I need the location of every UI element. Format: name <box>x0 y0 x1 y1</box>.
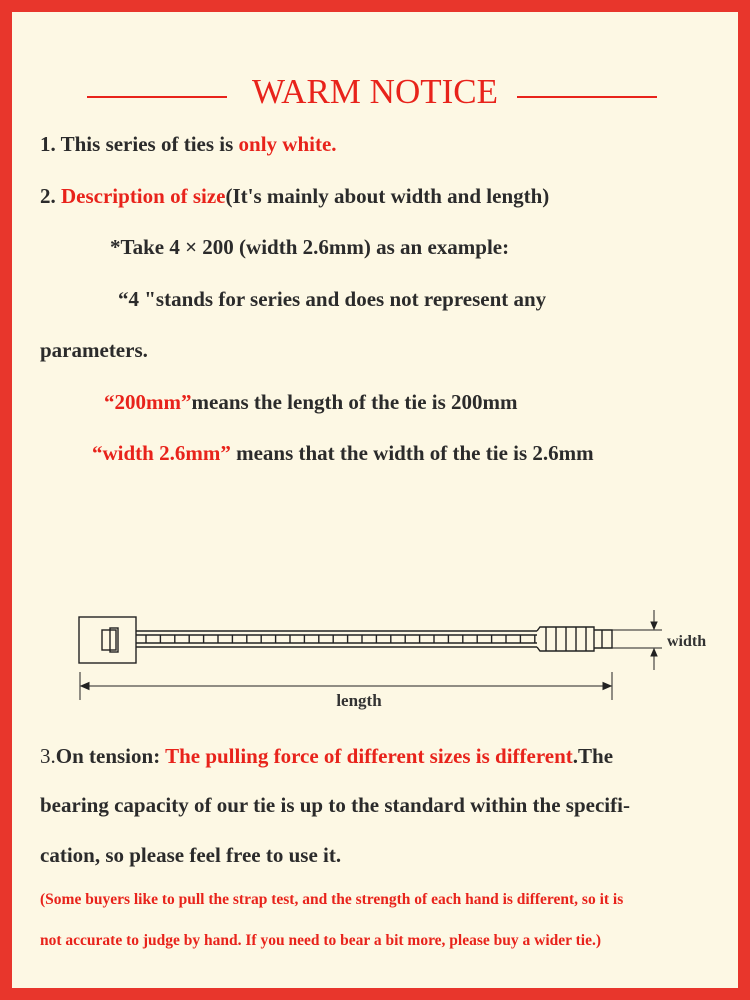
item-2-highlight: Description of size <box>61 184 226 208</box>
width-note-highlight: “width 2.6mm” <box>92 441 231 465</box>
page-title: WARM NOTICE <box>252 72 498 111</box>
example-line: *Take 4 × 200 (width 2.6mm) as an example: <box>110 235 510 259</box>
length-label: length <box>336 691 382 710</box>
item-3-rest: .The <box>572 744 614 768</box>
tie-strap-teeth <box>146 635 535 643</box>
item-3-line-3: cation, so please feel free to use it. <box>40 843 342 867</box>
width-label: width <box>667 633 707 650</box>
length-note-highlight: “200mm” <box>104 390 192 414</box>
item-2 <box>40 184 549 209</box>
item-1-text: 1. This series of ties is <box>40 132 239 156</box>
item-1 <box>40 132 337 157</box>
length-note <box>104 390 518 415</box>
item-3-line-2: bearing capacity of our tie is up to the standard within the specifi- <box>40 793 630 817</box>
tie-tail <box>537 627 612 651</box>
item-2-text: (It's mainly about width and length) <box>225 184 550 208</box>
item-3-number: 3. <box>40 744 56 768</box>
tie-head-slot <box>102 630 116 650</box>
tie-head <box>79 617 136 663</box>
item-3-line-1 <box>40 744 613 769</box>
series-line-2: parameters. <box>40 338 148 362</box>
note-line-2: not accurate to judge by hand. If you need to bear a bit more, please buy a wider tie.) <box>40 932 602 949</box>
width-dimension <box>612 610 662 670</box>
notice-panel <box>12 12 738 988</box>
series-line-1: “4 "stands for series and does not represent any <box>118 287 547 311</box>
width-note <box>92 441 594 466</box>
item-3-highlight: The pulling force of different sizes is different <box>165 744 573 768</box>
cable-tie-diagram <box>12 592 738 722</box>
length-note-text: means the length of the tie is 200mm <box>191 390 518 414</box>
item-1-highlight: only white. <box>238 132 337 156</box>
note-line-1: (Some buyers like to pull the strap test, and the strength of each hand is different, so it is <box>40 891 624 908</box>
item-3-label: On tension: <box>55 744 166 768</box>
width-note-text: means that the width of the tie is 2.6mm <box>230 441 594 465</box>
tie-head-pawl <box>110 628 118 652</box>
item-2-number: 2. <box>40 184 61 208</box>
